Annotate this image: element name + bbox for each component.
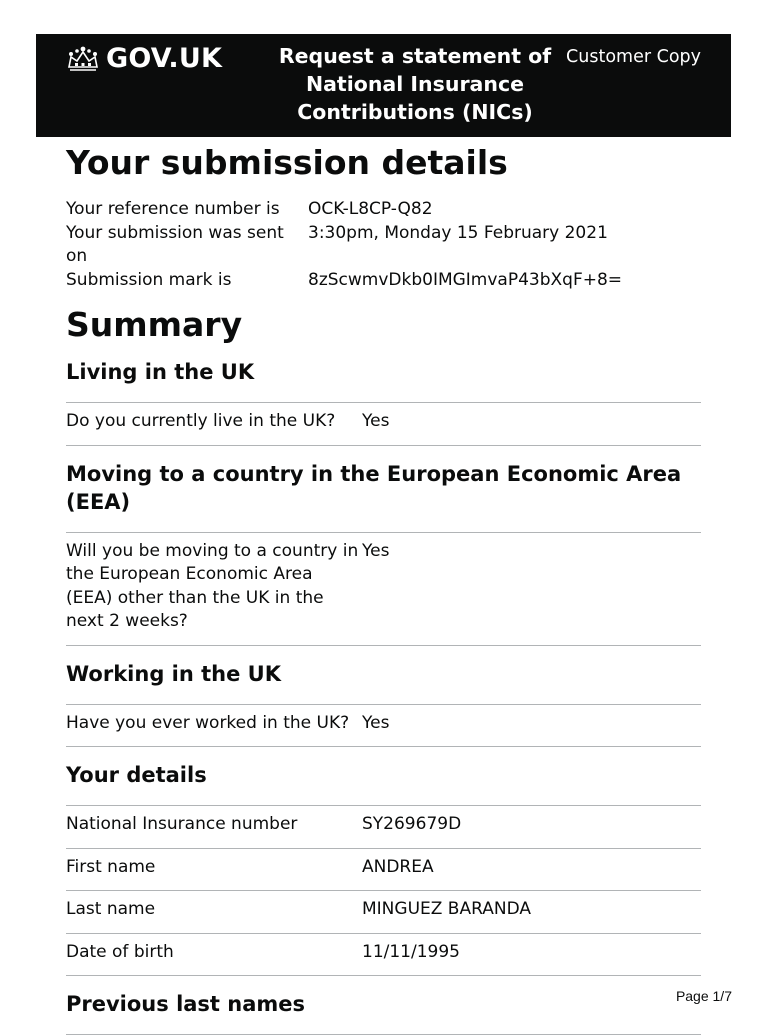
summary-answer: MINGUEZ BARANDA	[362, 899, 531, 919]
govuk-logo[interactable]	[66, 40, 222, 76]
page-number: Page 1/7	[675, 988, 732, 1004]
summary-section	[66, 646, 701, 704]
summary-question: Will you be moving to a country in the European Economic Area (EEA) other than the UK in the next 2 weeks?	[66, 540, 359, 631]
summary-answer: SY269679D	[362, 814, 462, 834]
submission-label: Your reference number is	[66, 199, 280, 219]
summary-question: Have you ever worked in the UK?	[66, 712, 350, 733]
summary-question: Last name	[66, 899, 156, 919]
submission-label: Submission mark is	[66, 269, 232, 290]
summary-answer: 11/11/1995	[362, 941, 460, 962]
summary-question: Date of birth	[66, 941, 174, 962]
crown-icon	[66, 45, 100, 71]
summary-row	[66, 933, 701, 977]
summary-answer: Yes	[362, 540, 390, 561]
submission-row	[66, 222, 701, 269]
summary-row	[66, 890, 701, 933]
submission-row	[66, 198, 701, 222]
summary-row	[66, 402, 701, 446]
summary-answer: Yes	[362, 411, 390, 431]
summary-row	[66, 532, 701, 646]
summary-section	[66, 446, 701, 532]
summary-list	[66, 348, 701, 1035]
summary-section	[66, 976, 701, 1034]
submission-value: 3:30pm, Monday 15 February 2021	[308, 222, 608, 243]
submission-heading: Your submission details	[66, 143, 508, 182]
summary-row	[66, 848, 701, 891]
form-title: Request a statement of National Insurance Contributions (NICs)	[278, 44, 552, 124]
summary-row	[66, 704, 701, 748]
summary-row	[66, 805, 701, 848]
page-header	[36, 34, 731, 137]
submission-value: 8zScwmvDkb0IMGImvaP43bXqF+8=	[308, 269, 623, 290]
summary-answer: ANDREA	[362, 856, 434, 877]
submission-value: OCK-L8CP-Q82	[308, 199, 433, 219]
summary-question: Do you currently live in the UK?	[66, 411, 336, 431]
section-heading: Previous last names	[66, 992, 306, 1016]
logo-text: GOV.UK	[106, 42, 223, 74]
submission-details	[66, 198, 701, 292]
summary-section	[66, 747, 701, 805]
summary-question: National Insurance number	[66, 814, 298, 834]
submission-row	[66, 269, 701, 293]
section-heading: Your details	[66, 763, 207, 787]
section-heading: Moving to a country in the European Economic Area (EEA)	[66, 461, 682, 514]
main-content	[66, 140, 701, 1035]
submission-label: Your submission was sent on	[66, 222, 284, 266]
summary-answer: Yes	[362, 712, 390, 733]
section-heading: Living in the UK	[66, 360, 255, 384]
customer-copy-label: Customer Copy	[566, 47, 701, 67]
section-heading: Working in the UK	[66, 661, 281, 686]
summary-heading: Summary	[66, 305, 243, 344]
summary-section	[66, 348, 701, 402]
summary-question: First name	[66, 856, 156, 877]
